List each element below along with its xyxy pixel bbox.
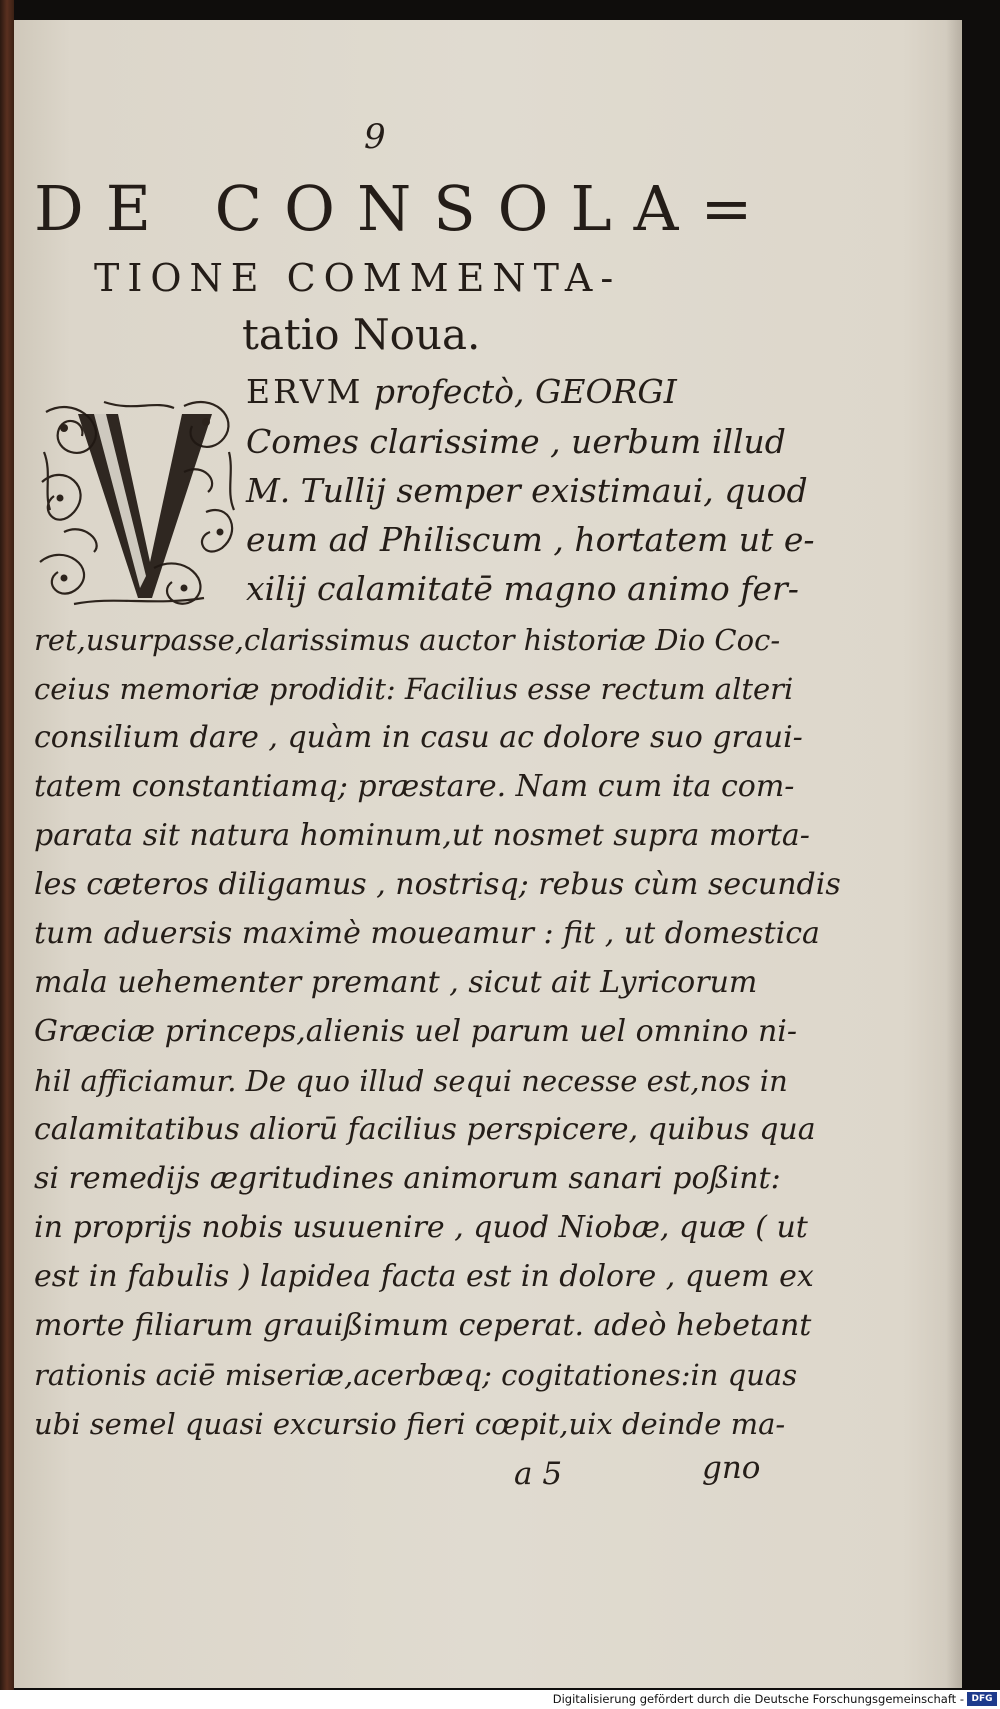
text-line-first (246, 372, 677, 412)
title-line-3: tatio Noua. (242, 310, 481, 359)
book-page (14, 20, 962, 1688)
first-line-rest: profectò, GEORGI (373, 372, 677, 411)
footer-bar (0, 1690, 1000, 1709)
text-line: ceius memoriæ prodidit: Facilius esse rectum alteri (34, 672, 794, 706)
text-line: morte filiarum grauißimum ceperat. adeò hebetant (34, 1308, 812, 1343)
text-line: mala uehementer premant , sicut ait Lyricorum (34, 965, 758, 1000)
page-edge-shadow (946, 20, 960, 1688)
book-spine (0, 0, 14, 1709)
text-line: in proprijs nobis usuuenire , quod Niobæ, quæ ( ut (34, 1210, 808, 1245)
text-line: ubi semel quasi excursio fieri cœpit,uix deinde ma- (34, 1407, 786, 1441)
text-line: hil afficiamur. De quo illud sequi necesse est,nos in (34, 1064, 788, 1098)
text-line: xilij calamitatē magno animo fer- (246, 569, 799, 608)
first-line-caps: ERVM (246, 372, 364, 411)
catchword: gno (702, 1450, 761, 1486)
text-line: eum ad Philiscum , hortatem ut e- (246, 520, 815, 559)
text-line: tum aduersis maximè moueamur : fit , ut domestica (34, 916, 820, 951)
page-number: 9 (364, 117, 386, 157)
text-line: rationis aciē miseriæ,acerbæq; cogitationes:in quas (34, 1358, 798, 1392)
title-line-2: TIONE COMMENTA- (94, 256, 622, 300)
text-line: les cæteros diligamus , nostrisq; rebus cùm secundis (34, 867, 841, 902)
text-line: tatem constantiamq; præstare. Nam cum ita com- (34, 769, 795, 804)
funding-notice: Digitalisierung gefördert durch die Deutsche Forschungsgemeinschaft - (552, 1692, 964, 1706)
text-line: Græciæ princeps,alienis uel parum uel omnino ni- (34, 1014, 798, 1049)
dfg-logo: DFG (967, 1692, 997, 1706)
text-line: calamitatibus aliorū facilius perspicere, quibus qua (34, 1112, 816, 1147)
text-line: consilium dare , quàm in casu ac dolore suo graui- (34, 720, 803, 755)
text-line: ret,usurpasse,clarissimus auctor historiæ Dio Coc- (34, 623, 781, 657)
text-line: si remedijs ægritudines animorum sanari poßint: (34, 1161, 781, 1196)
decorated-initial-v (34, 392, 244, 612)
text-line: parata sit natura hominum,ut nosmet supra morta- (34, 818, 810, 853)
text-line: Comes clarissime , uerbum illud (246, 422, 786, 461)
text-line: est in fabulis ) lapidea facta est in dolore , quem ex (34, 1259, 814, 1294)
title-line-1: DE CONSOLA= (34, 172, 775, 245)
text-line: M. Tullij semper existimaui, quod (246, 471, 808, 510)
signature-mark: a 5 (514, 1456, 563, 1492)
